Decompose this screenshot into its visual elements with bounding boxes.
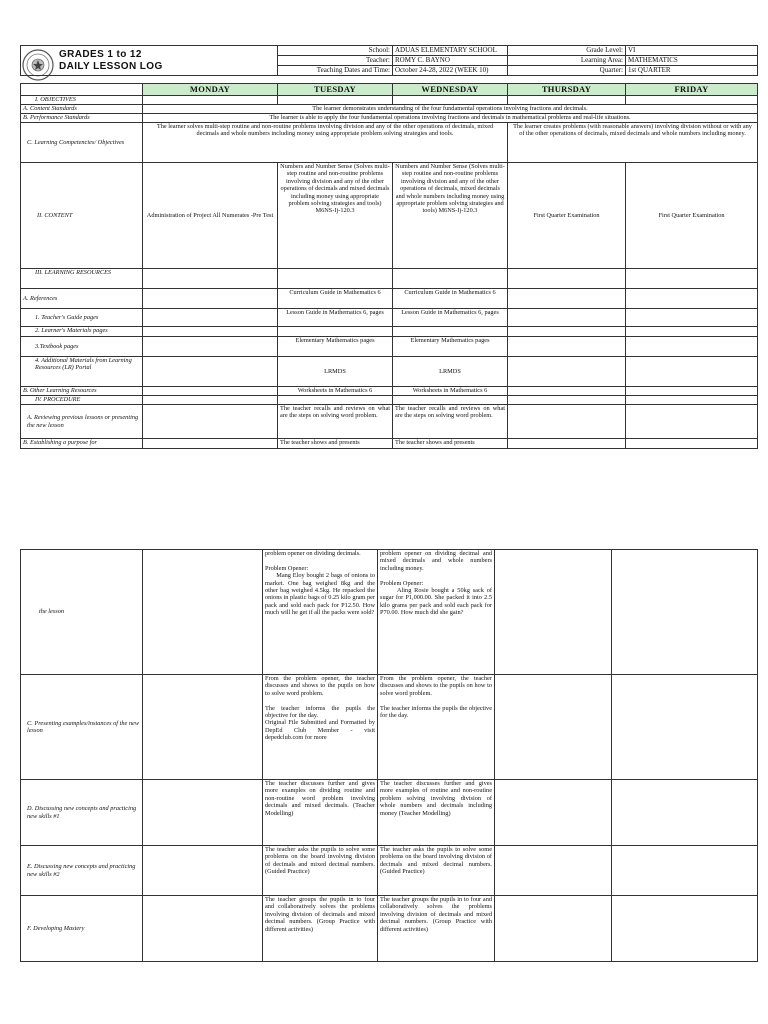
proc-b-label: B. Establishing a purpose for — [21, 439, 143, 449]
day-wednesday: WEDNESDAY — [393, 84, 508, 96]
tb-label: 3.Textbook pages — [21, 337, 143, 357]
day-monday: MONDAY — [143, 84, 278, 96]
proc-d-label: D. Discussing new concepts and practicing new skills #1 — [21, 780, 143, 846]
content-tuesday: Numbers and Number Sense (Solves multi-step routine and non-routine problems involving division and any of the other operations of decimals and mixed decimals including money using appropriate problem solving strategies and tools) M6NS-Ij-120.3 — [278, 163, 393, 269]
proc-c-wednesday: From the problem opener, the teacher discusses and shows to the pupils on how to solve word problem. The teacher informs the pupils the objective for the day. — [378, 675, 495, 780]
title-line-2: DAILY LESSON LOG — [59, 60, 163, 72]
proc-b-wednesday-cont: problem opener on dividing decimal and mixed decimals and whole numbers including money. Problem Opener: Aling Rosie bought a 50kg sack of sugar for P1,000.00. She packed it into 2.5 kilo grams per pack and sold each pack for P70.00. How much did she gain? — [378, 550, 495, 675]
competencies-label: C. Learning Competencies/ Objectives — [21, 123, 143, 163]
lesson-log-page-2 — [20, 549, 758, 962]
lr-wednesday: LRMDS — [393, 357, 508, 387]
lm-label: 2. Learner's Materials pages — [21, 327, 143, 337]
title-cell — [21, 46, 278, 76]
school-value: ADUAS ELEMENTARY SCHOOL — [393, 46, 508, 56]
grade-label: Grade Level: — [508, 46, 626, 56]
competencies-mon-wed: The learner solves multi-step routine and non-routine problems involving division and any of the other operations of decimals, mixed decimals and whole numbers including money using appropriate problem solving strategies and tools. — [143, 123, 508, 163]
proc-f-tuesday: The teacher groups the pupils in to four and collaboratively solves the problems involving division of decimals and mixed decimal numbers. (Group Practice with different activities) — [263, 896, 378, 962]
quarter-value: 1st QUARTER — [626, 66, 758, 76]
tb-tuesday: Elementary Mathematics pages — [278, 337, 393, 357]
proc-b-tuesday: The teacher shows and presents — [278, 439, 393, 449]
area-value: MATHEMATICS — [626, 56, 758, 66]
lesson-log-page-1 — [20, 45, 758, 449]
tg-wednesday: Lesson Guide in Mathematics 6, pages — [393, 309, 508, 327]
teacher-label: Teacher: — [278, 56, 393, 66]
proc-a-label: A. Reviewing previous lessons or presenting the new lesson — [21, 405, 143, 439]
references-wednesday: Curriculum Guide in Mathematics 6 — [393, 289, 508, 309]
content-thursday: First Quarter Examination — [508, 163, 626, 269]
content-monday: Administration of Project All Numerates -Pre Test — [143, 163, 278, 269]
quarter-label: Quarter: — [508, 66, 626, 76]
dates-label: Teaching Dates and Time: — [278, 66, 393, 76]
teacher-value: ROMY C. BAYNO — [393, 56, 508, 66]
other-resources-label: B. Other Learning Resources — [21, 387, 143, 396]
tb-wednesday: Elementary Mathematics pages — [393, 337, 508, 357]
day-friday: FRIDAY — [626, 84, 758, 96]
proc-b-label-cont: the lesson — [21, 550, 143, 675]
proc-c-tuesday: From the problem opener, the teacher discusses and shows to the pupils on how to solve word problem. The teacher informs the pupils the objective for the day. Original File Submitted and Formatted by DepEd Club Member - visit depedclub.com for more — [263, 675, 378, 780]
content-standards-text: The learner demonstrates understanding of the four fundamental operations involving fractions and decimals. — [143, 105, 758, 114]
day-tuesday: TUESDAY — [278, 84, 393, 96]
proc-c-label: C. Presenting examples/instances of the new lesson — [21, 675, 143, 780]
proc-f-label: F. Developing Mastery — [21, 896, 143, 962]
proc-a-tuesday: The teacher recalls and reviews on what are the steps on solving word problem. — [278, 405, 393, 439]
references-label: A. References — [21, 289, 143, 309]
tg-tuesday: Lesson Guide in Mathematics 6, pages — [278, 309, 393, 327]
proc-a-wednesday: The teacher recalls and reviews on what are the steps on solving word problem. — [393, 405, 508, 439]
tg-label: 1. Teacher's Guide pages — [21, 309, 143, 327]
days-blank — [21, 84, 143, 96]
school-label: School: — [278, 46, 393, 56]
proc-b-tuesday-cont: problem opener on dividing decimals. Problem Opener: Mang Eloy bought 2 bags of onions to market. One bag weighed 8kg and the other bag weighed 4.5kg. He repacked the onions in plastic bags of 0.25 kilo gram per pack and sold each pack for P12.50. How much will he get if all the packs were sold? — [263, 550, 378, 675]
competencies-thu-fri: The learner creates problems (with reasonable answers) involving division without or with any of the other operations of decimals, mixed decimals and whole numbers including money. — [508, 123, 758, 163]
proc-f-wednesday: The teacher groups the pupils in to four and collaboratively solves the problems involving division of decimals and mixed decimal numbers. (Group Practice with different activities) — [378, 896, 495, 962]
lr-tuesday: LRMDS — [278, 357, 393, 387]
content-label: II. CONTENT — [21, 163, 143, 269]
resources-heading: III. LEARNING RESOURCES — [21, 269, 143, 289]
proc-d-tuesday: The teacher discusses further and gives more examples on dividing routine and non-routine word problem involving decimals and mixed decimals. (Teacher Modelling) — [263, 780, 378, 846]
other-wednesday: Worksheets in Mathematics 6 — [393, 387, 508, 396]
area-label: Learning Area: — [508, 56, 626, 66]
references-tuesday: Curriculum Guide in Mathematics 6 — [278, 289, 393, 309]
performance-standards-text: The learner is able to apply the four fundamental operations involving fractions and decimals in mathematical problems and real-life situations. — [143, 114, 758, 123]
performance-standards-label: B. Performance Standards — [21, 114, 143, 123]
grade-value: VI — [626, 46, 758, 56]
lr-label: 4. Additional Materials from Learning Resources (LR) Portal — [21, 357, 143, 387]
proc-b-wednesday: The teacher shows and presents — [393, 439, 508, 449]
proc-d-wednesday: The teacher discusses further and gives more examples of routine and non-routine problem solving involving division of whole numbers and decimals including money (Teacher Modelling) — [378, 780, 495, 846]
other-tuesday: Worksheets in Mathematics 6 — [278, 387, 393, 396]
content-standards-label: A. Content Standards — [21, 105, 143, 114]
objectives-heading: I. OBJECTIVES — [21, 96, 143, 105]
proc-e-tuesday: The teacher asks the pupils to solve some problems on the board involving division of decimals and mixed decimal numbers. (Guided Practice) — [263, 846, 378, 896]
title-line-1: GRADES 1 to 12 — [59, 48, 142, 60]
content-friday: First Quarter Examination — [626, 163, 758, 269]
proc-e-wednesday: The teacher asks the pupils to solve some problems on the board involving division of decimals and mixed decimal numbers. (Guided Practice) — [378, 846, 495, 896]
proc-e-label: E. Discussing new concepts and practicing new skills #2 — [21, 846, 143, 896]
dates-value: October 24-28, 2022 (WEEK 10) — [393, 66, 508, 76]
procedure-heading: IV. PROCEDURE — [21, 396, 143, 405]
content-wednesday: Numbers and Number Sense (Solves multi-step routine and non-routine problems involving division and any of the other operations of decimals, mixed decimals and whole numbers including money using appropriate problem solving strategies and tools) M6NS-Ij-120.3 — [393, 163, 508, 269]
day-thursday: THURSDAY — [508, 84, 626, 96]
